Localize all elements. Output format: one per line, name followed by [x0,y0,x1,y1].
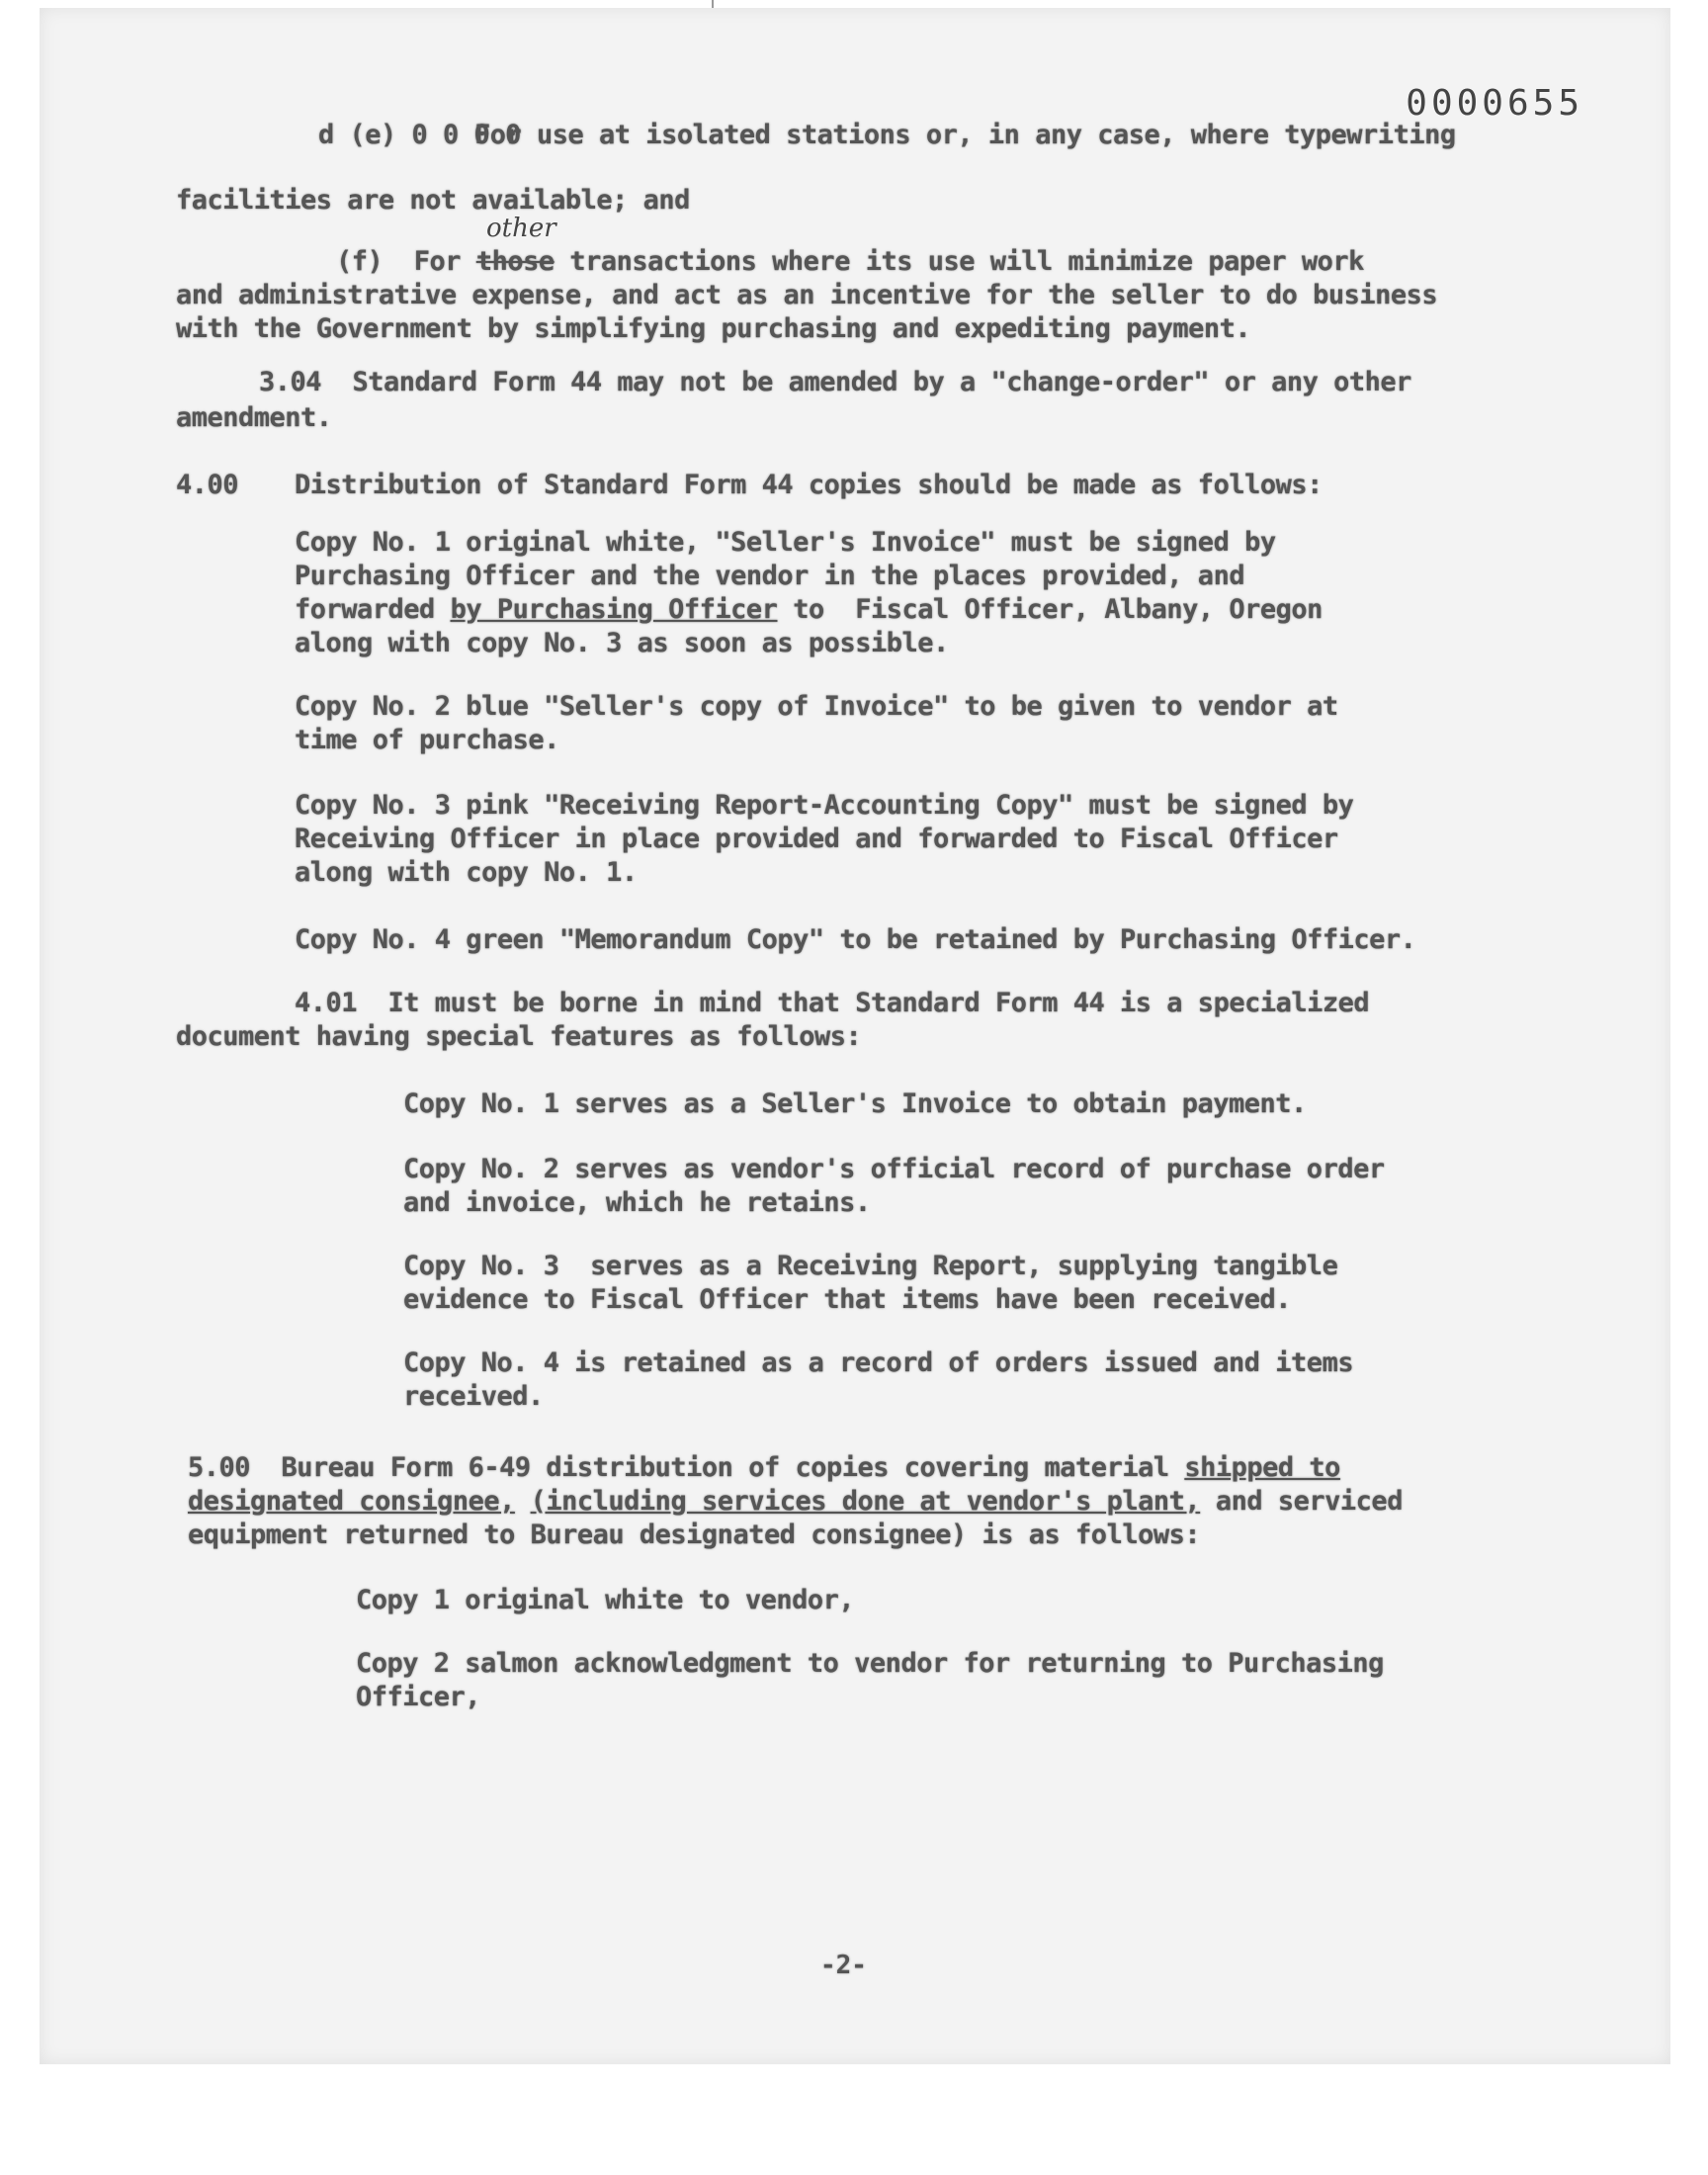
copy-4-line-1: Copy No. 4 green "Memorandum Copy" to be retained by Purchasing Officer. [295,924,1416,955]
paragraph-304-line-2: amendment. [176,402,332,433]
copy-2-line-1: Copy No. 2 blue "Seller's copy of Invoice" to be given to vendor at [295,691,1338,722]
serves-copy-4-line-1: Copy No. 4 is retained as a record of orders issued and items [403,1348,1354,1378]
copy-1-line-1: Copy No. 1 original white, "Seller's Invoice" must be signed by [295,527,1276,558]
serves-copy-1: Copy No. 1 serves as a Seller's Invoice to obtain payment. [403,1088,1307,1119]
page-number: -2- [820,1951,867,1980]
paragraph-f-line-1: (f) For those transactions where its use will minimize paper work [336,246,1364,277]
serves-copy-3-line-2: evidence to Fiscal Officer that items have been received. [403,1284,1292,1315]
serves-copy-2-line-1: Copy No. 2 serves as vendor's official record of purchase order [403,1154,1385,1184]
document-page [40,8,1670,2064]
paragraph-e-line-2: facilities are not available; and [176,185,690,216]
bureau-copy-1: Copy 1 original white to vendor, [356,1585,855,1615]
copy-1-line-2: Purchasing Officer and the vendor in the places provided, and [295,561,1245,591]
paragraph-500-line-2: designated consignee, (including services done at vendor's plant, and serviced [188,1486,1403,1517]
paragraph-401-line-1: 4.01 It must be borne in mind that Standard Form 44 is a specialized [295,988,1370,1018]
copy-3-line-1: Copy No. 3 pink "Receiving Report-Accounting Copy" must be signed by [295,790,1354,821]
paragraph-e-marks: d (e) 0 0 0 0 [318,120,521,150]
struck-word: those [475,246,555,277]
serves-copy-4-line-2: received. [403,1381,544,1412]
copy-3-line-2: Receiving Officer in place provided and forwarded to Fiscal Officer [295,824,1338,854]
copy-1-line-3: forwarded by Purchasing Officer to Fiscal Officer, Albany, Oregon [295,594,1323,625]
paragraph-500-line-3: equipment returned to Bureau designated consignee) is as follows: [188,1520,1201,1550]
paragraph-f-line-3: with the Government by simplifying purchasing and expediting payment. [176,313,1251,344]
document-number: 0000655 [1406,83,1583,124]
paragraph-401-line-2: document having special features as follows: [176,1021,862,1052]
bureau-copy-2-line-2: Officer, [356,1682,481,1712]
copy-3-line-3: along with copy No. 1. [295,857,638,888]
paragraph-304-line-1: 3.04 Standard Form 44 may not be amended by a "change-order" or any other [259,367,1411,397]
paragraph-e-line-1: For use at isolated stations or, in any case, where typewriting [474,120,1456,150]
copy-2-line-2: time of purchase. [295,725,559,755]
section-400-number: 4.00 [176,470,239,500]
handwritten-insert: other [486,214,556,243]
bureau-copy-2-line-1: Copy 2 salmon acknowledgment to vendor for returning to Purchasing [356,1648,1384,1679]
serves-copy-2-line-2: and invoice, which he retains. [403,1187,871,1218]
serves-copy-3-line-1: Copy No. 3 serves as a Receiving Report, supplying tangible [403,1251,1338,1281]
copy-1-line-4: along with copy No. 3 as soon as possible. [295,628,949,658]
paragraph-f-line-2: and administrative expense, and act as an incentive for the seller to do business [176,280,1438,310]
section-400-text: Distribution of Standard Form 44 copies should be made as follows: [295,470,1323,500]
paragraph-500-line-1: 5.00 Bureau Form 6-49 distribution of copies covering material shipped to [188,1452,1340,1483]
